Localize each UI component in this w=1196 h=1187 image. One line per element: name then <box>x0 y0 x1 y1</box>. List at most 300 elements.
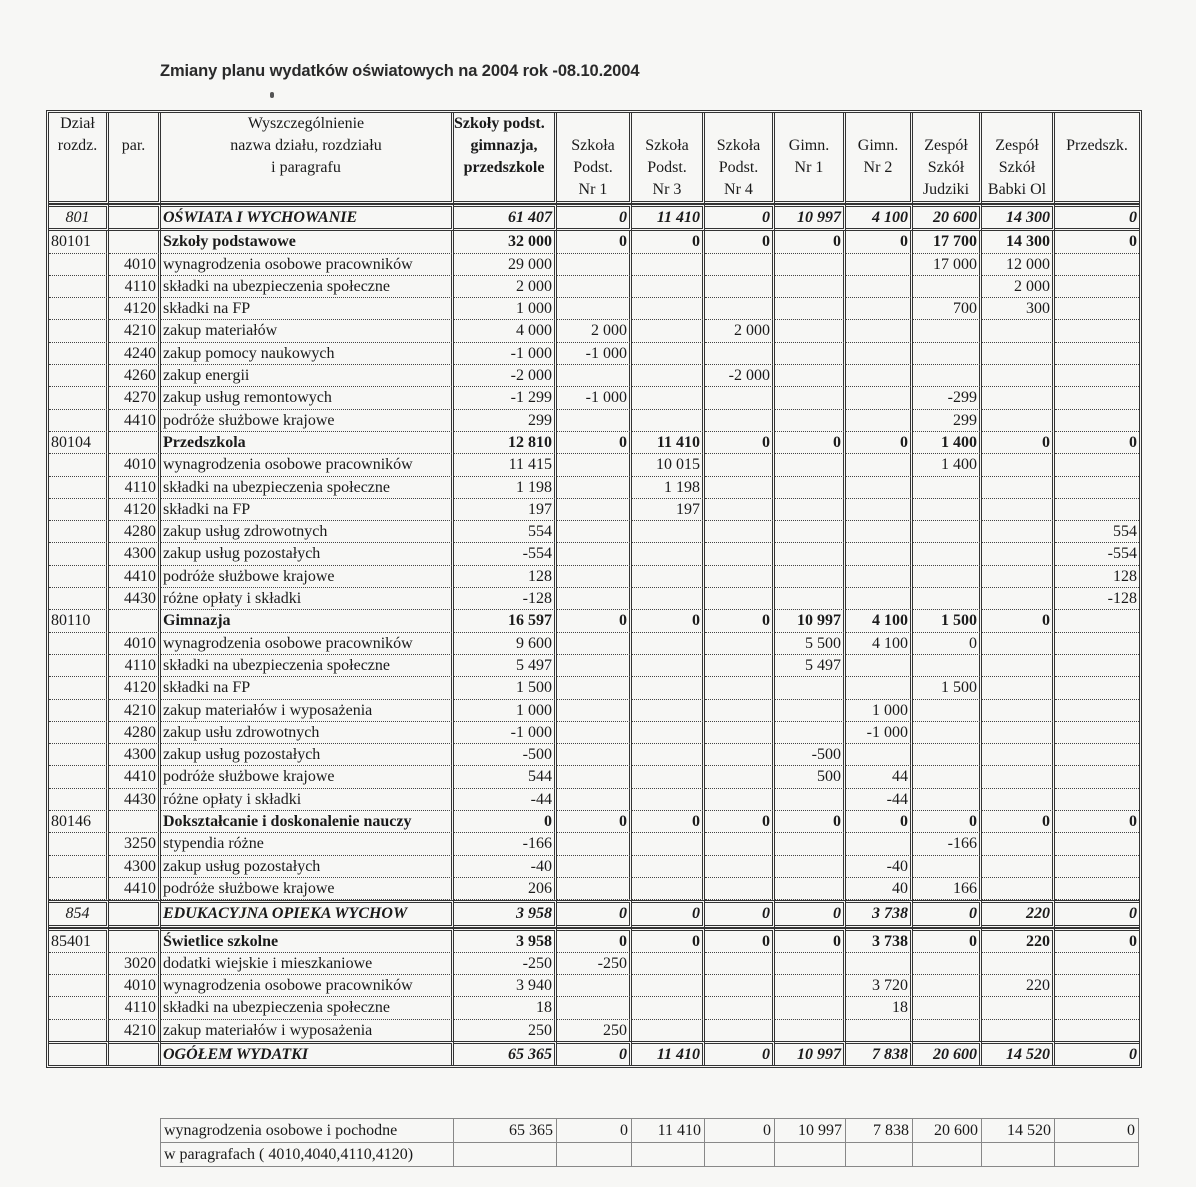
cell-value: -554 <box>1055 543 1139 565</box>
cell-name: zakup usług pozostałych <box>161 856 454 878</box>
cell-value <box>1055 387 1139 409</box>
cell-value <box>775 789 846 811</box>
cell-par: 3020 <box>109 953 161 975</box>
cell-value <box>846 566 913 588</box>
cell-value <box>705 410 775 432</box>
cell-par: 4010 <box>109 975 161 997</box>
header-par: par. <box>109 113 161 204</box>
cell-value <box>705 566 775 588</box>
cell-value: 1 400 <box>913 454 982 476</box>
table-row <box>49 655 1139 677</box>
cell-name: zakup usłu zdrowotnych <box>161 722 454 744</box>
cell-value <box>982 997 1055 1019</box>
cell-value <box>1055 1020 1139 1041</box>
cell-value <box>1055 655 1139 677</box>
cell-value: 3 720 <box>846 975 913 997</box>
subsection-row <box>49 811 1139 833</box>
subsection-row <box>49 231 1139 253</box>
cell-value <box>913 953 982 975</box>
cell-value <box>982 410 1055 432</box>
header-col: Szkoła Podst. Nr 3 <box>632 113 705 204</box>
cell-value: 220 <box>982 928 1055 953</box>
table-row <box>49 856 1139 878</box>
cell-value <box>1055 856 1139 878</box>
cell-par: 4110 <box>109 655 161 677</box>
cell-total: 299 <box>454 410 557 432</box>
cell-value <box>846 454 913 476</box>
cell-name: różne opłaty i składki <box>161 789 454 811</box>
cell-code <box>49 298 109 320</box>
cell-value <box>1055 975 1139 997</box>
cell-value <box>705 454 775 476</box>
cell-code <box>49 254 109 276</box>
cell-value <box>846 588 913 610</box>
cell-par <box>109 1041 161 1065</box>
cell-code <box>49 997 109 1019</box>
cell-total: -40 <box>454 856 557 878</box>
table-row <box>49 454 1139 476</box>
header-dzial: Dział rozdz. <box>49 113 109 204</box>
table-row <box>49 320 1139 342</box>
cell-value <box>557 633 632 655</box>
cell-value: -500 <box>775 744 846 766</box>
header-col: Zespół Szkół Judziki <box>913 113 982 204</box>
table-row <box>49 997 1139 1019</box>
cell-value: 0 <box>705 1041 775 1065</box>
cell-value: 0 <box>846 231 913 253</box>
cell-value <box>913 975 982 997</box>
subsection-row <box>49 432 1139 454</box>
cell-value <box>775 700 846 722</box>
cell-value <box>775 298 846 320</box>
cell-value <box>1055 833 1139 855</box>
cell-value: 17 000 <box>913 254 982 276</box>
cell-value: 5 500 <box>775 633 846 655</box>
cell-value <box>775 566 846 588</box>
cell-total: 3 940 <box>454 975 557 997</box>
cell-value: 7 838 <box>846 1041 913 1065</box>
cell-value <box>982 833 1055 855</box>
cell-total: 4 000 <box>454 320 557 342</box>
cell-value: 0 <box>632 811 705 833</box>
cell-value <box>632 856 705 878</box>
table-row <box>49 766 1139 788</box>
cell-value <box>632 655 705 677</box>
table-row <box>49 387 1139 409</box>
table-row <box>49 298 1139 320</box>
cell-value: 0 <box>1055 231 1139 253</box>
cell-value <box>1055 365 1139 387</box>
summary-value <box>1055 1143 1139 1167</box>
cell-value <box>557 543 632 565</box>
cell-code <box>49 744 109 766</box>
cell-total: 9 600 <box>454 633 557 655</box>
cell-value: 10 997 <box>775 610 846 632</box>
cell-value <box>557 588 632 610</box>
cell-value <box>913 566 982 588</box>
cell-name: dodatki wiejskie i mieszkaniowe <box>161 953 454 975</box>
cell-value <box>1055 610 1139 632</box>
cell-code <box>49 521 109 543</box>
cell-value <box>632 588 705 610</box>
cell-value <box>632 1020 705 1041</box>
cell-code <box>49 878 109 900</box>
cell-value <box>846 320 913 342</box>
cell-value: -250 <box>557 953 632 975</box>
summary-row <box>161 1143 1139 1167</box>
cell-value <box>557 997 632 1019</box>
summary-value <box>705 1143 775 1167</box>
cell-value <box>632 254 705 276</box>
cell-name: składki na FP <box>161 499 454 521</box>
cell-name: składki na ubezpieczenia społeczne <box>161 655 454 677</box>
table-row <box>49 975 1139 997</box>
cell-value <box>913 700 982 722</box>
cell-value: 0 <box>846 432 913 454</box>
cell-name: wynagrodzenia osobowe pracowników <box>161 975 454 997</box>
cell-code <box>49 454 109 476</box>
cell-total: -166 <box>454 833 557 855</box>
cell-code <box>49 953 109 975</box>
cell-value <box>1055 744 1139 766</box>
cell-value <box>557 521 632 543</box>
cell-par: 4280 <box>109 722 161 744</box>
cell-name: Świetlice szkolne <box>161 928 454 953</box>
cell-value <box>705 298 775 320</box>
cell-total: 5 497 <box>454 655 557 677</box>
cell-value: 4 100 <box>846 610 913 632</box>
cell-total: 250 <box>454 1020 557 1041</box>
cell-value: 0 <box>557 231 632 253</box>
cell-total: -128 <box>454 588 557 610</box>
cell-value <box>775 833 846 855</box>
cell-value <box>705 387 775 409</box>
cell-value <box>775 953 846 975</box>
cell-name: zakup energii <box>161 365 454 387</box>
table-row <box>49 343 1139 365</box>
header-total: Szkoły podst. gimnazja, przedszkole <box>454 113 557 204</box>
summary-row <box>161 1119 1139 1143</box>
cell-value <box>982 856 1055 878</box>
cell-total: -1 000 <box>454 343 557 365</box>
cell-value <box>913 588 982 610</box>
cell-value: 220 <box>982 900 1055 927</box>
cell-name: podróże służbowe krajowe <box>161 566 454 588</box>
cell-value: 0 <box>705 432 775 454</box>
summary-value: 0 <box>1055 1119 1139 1143</box>
cell-value: 1 500 <box>913 677 982 699</box>
cell-value <box>846 276 913 298</box>
cell-value <box>557 276 632 298</box>
cell-name: podróże służbowe krajowe <box>161 766 454 788</box>
cell-par: 4240 <box>109 343 161 365</box>
cell-total: -44 <box>454 789 557 811</box>
cell-name: Szkoły podstawowe <box>161 231 454 253</box>
cell-value <box>557 365 632 387</box>
cell-value <box>557 655 632 677</box>
cell-name: Gimnazja <box>161 610 454 632</box>
cell-total: 554 <box>454 521 557 543</box>
cell-par: 4120 <box>109 499 161 521</box>
cell-total: 32 000 <box>454 231 557 253</box>
cell-value: 0 <box>913 811 982 833</box>
cell-value <box>982 655 1055 677</box>
cell-value: 299 <box>913 410 982 432</box>
table-row <box>49 365 1139 387</box>
cell-value: 0 <box>705 928 775 953</box>
cell-code <box>49 975 109 997</box>
cell-value <box>632 744 705 766</box>
cell-value <box>632 343 705 365</box>
cell-value <box>775 521 846 543</box>
cell-value <box>557 677 632 699</box>
cell-value: -128 <box>1055 588 1139 610</box>
cell-name: zakup materiałów <box>161 320 454 342</box>
cell-par <box>109 928 161 953</box>
cell-name: składki na ubezpieczenia społeczne <box>161 477 454 499</box>
cell-value <box>913 343 982 365</box>
cell-code: 85401 <box>49 928 109 953</box>
cell-value <box>1055 454 1139 476</box>
cell-name: wynagrodzenia osobowe pracowników <box>161 254 454 276</box>
cell-name: podróże służbowe krajowe <box>161 410 454 432</box>
cell-value <box>846 477 913 499</box>
cell-value <box>846 298 913 320</box>
cell-code: 801 <box>49 204 109 231</box>
cell-name: różne opłaty i składki <box>161 588 454 610</box>
cell-value <box>982 454 1055 476</box>
cell-par <box>109 900 161 927</box>
cell-value <box>775 454 846 476</box>
cell-total: 206 <box>454 878 557 900</box>
cell-total: 3 958 <box>454 928 557 953</box>
cell-code <box>49 766 109 788</box>
cell-code <box>49 387 109 409</box>
cell-total: 3 958 <box>454 900 557 927</box>
summary-value: 7 838 <box>846 1119 913 1143</box>
table-row <box>49 677 1139 699</box>
cell-value <box>557 298 632 320</box>
cell-code <box>49 566 109 588</box>
cell-value: 0 <box>775 231 846 253</box>
cell-value: 0 <box>557 811 632 833</box>
cell-value: -2 000 <box>705 365 775 387</box>
cell-code <box>49 588 109 610</box>
header-wyszczegolnienie: Wyszczególnienie nazwa działu, rozdziału i paragrafu <box>161 113 454 204</box>
cell-value <box>913 722 982 744</box>
cell-value: 1 400 <box>913 432 982 454</box>
cell-value: 0 <box>982 811 1055 833</box>
cell-value <box>705 833 775 855</box>
cell-value <box>775 588 846 610</box>
cell-value <box>913 766 982 788</box>
cell-name: zakup materiałów i wyposażenia <box>161 700 454 722</box>
cell-value: 1 500 <box>913 610 982 632</box>
cell-value <box>982 722 1055 744</box>
cell-value <box>1055 410 1139 432</box>
cell-code: 80110 <box>49 610 109 632</box>
cell-value: 0 <box>1055 1041 1139 1065</box>
cell-total: 1 500 <box>454 677 557 699</box>
cell-par: 4410 <box>109 566 161 588</box>
cell-value: 0 <box>913 900 982 927</box>
cell-value: -1 000 <box>557 387 632 409</box>
summary-table <box>160 1118 1139 1167</box>
cell-total: 11 415 <box>454 454 557 476</box>
cell-value <box>705 997 775 1019</box>
cell-code <box>49 1020 109 1041</box>
cell-value <box>557 975 632 997</box>
cell-par: 4010 <box>109 454 161 476</box>
cell-par: 4110 <box>109 477 161 499</box>
summary-total <box>454 1143 557 1167</box>
cell-par: 4120 <box>109 677 161 699</box>
cell-name: składki na FP <box>161 298 454 320</box>
cell-value: 0 <box>775 432 846 454</box>
cell-value <box>846 655 913 677</box>
cell-value <box>557 766 632 788</box>
cell-value <box>557 477 632 499</box>
summary-total: 65 365 <box>454 1119 557 1143</box>
summary-value <box>632 1143 705 1167</box>
summary-value: 11 410 <box>632 1119 705 1143</box>
cell-par: 4280 <box>109 521 161 543</box>
cell-total: -250 <box>454 953 557 975</box>
cell-value <box>846 1020 913 1041</box>
cell-total: -2 000 <box>454 365 557 387</box>
cell-value <box>775 410 846 432</box>
cell-value: 1 000 <box>846 700 913 722</box>
cell-value <box>557 833 632 855</box>
cell-value <box>982 700 1055 722</box>
cell-value: 0 <box>557 1041 632 1065</box>
cell-par: 4300 <box>109 856 161 878</box>
cell-value: -44 <box>846 789 913 811</box>
cell-value <box>775 856 846 878</box>
cell-value: 0 <box>557 928 632 953</box>
cell-total: 0 <box>454 811 557 833</box>
cell-value <box>982 1020 1055 1041</box>
cell-value <box>982 387 1055 409</box>
cell-value <box>982 343 1055 365</box>
cell-name: podróże służbowe krajowe <box>161 878 454 900</box>
cell-value <box>775 254 846 276</box>
cell-value <box>705 521 775 543</box>
cell-value <box>775 320 846 342</box>
cell-par: 4410 <box>109 410 161 432</box>
cell-code <box>49 276 109 298</box>
cell-value <box>982 766 1055 788</box>
expenditure-table <box>46 110 1142 1068</box>
cell-total: 12 810 <box>454 432 557 454</box>
summary-label: wynagrodzenia osobowe i pochodne <box>161 1119 454 1143</box>
cell-value <box>775 878 846 900</box>
cell-value <box>557 254 632 276</box>
cell-value <box>632 543 705 565</box>
cell-total: 544 <box>454 766 557 788</box>
table-row <box>49 789 1139 811</box>
cell-value <box>632 878 705 900</box>
cell-value <box>1055 343 1139 365</box>
cell-value <box>632 387 705 409</box>
table-row <box>49 833 1139 855</box>
cell-par: 4010 <box>109 633 161 655</box>
cell-code <box>49 722 109 744</box>
cell-value <box>705 975 775 997</box>
cell-code <box>49 677 109 699</box>
cell-value: 0 <box>705 204 775 231</box>
cell-value: 14 300 <box>982 231 1055 253</box>
cell-value: 20 600 <box>913 1041 982 1065</box>
cell-value: -1 000 <box>846 722 913 744</box>
cell-name: OŚWIATA I WYCHOWANIE <box>161 204 454 231</box>
cell-value: 10 997 <box>775 204 846 231</box>
cell-name: zakup pomocy naukowych <box>161 343 454 365</box>
cell-par <box>109 610 161 632</box>
cell-value <box>913 789 982 811</box>
cell-value <box>557 410 632 432</box>
cell-code <box>49 320 109 342</box>
cell-name: zakup materiałów i wyposażenia <box>161 1020 454 1041</box>
cell-total: 16 597 <box>454 610 557 632</box>
cell-value <box>982 477 1055 499</box>
cell-value: 14 520 <box>982 1041 1055 1065</box>
cell-value <box>982 677 1055 699</box>
cell-value <box>557 499 632 521</box>
cell-value: 0 <box>1055 432 1139 454</box>
cell-value <box>913 543 982 565</box>
table-row <box>49 566 1139 588</box>
cell-code: 80146 <box>49 811 109 833</box>
cell-total: 29 000 <box>454 254 557 276</box>
cell-value <box>632 298 705 320</box>
cell-value <box>632 566 705 588</box>
header-col: Przedszk. <box>1055 113 1139 204</box>
cell-par: 4010 <box>109 254 161 276</box>
cell-value: 0 <box>775 811 846 833</box>
cell-code <box>49 410 109 432</box>
cell-value <box>632 410 705 432</box>
cell-par: 4430 <box>109 588 161 610</box>
cell-value: 0 <box>557 204 632 231</box>
header-col: Gimn. Nr 1 <box>775 113 846 204</box>
cell-value <box>705 588 775 610</box>
cell-value <box>982 588 1055 610</box>
table-row <box>49 410 1139 432</box>
cell-value <box>1055 700 1139 722</box>
cell-value <box>1055 677 1139 699</box>
cell-value: 14 300 <box>982 204 1055 231</box>
cell-code <box>49 789 109 811</box>
cell-value <box>557 744 632 766</box>
cell-code <box>49 700 109 722</box>
cell-value <box>705 633 775 655</box>
cell-value <box>632 320 705 342</box>
cell-value <box>705 1020 775 1041</box>
cell-total: -554 <box>454 543 557 565</box>
summary-label: w paragrafach ( 4010,4040,4110,4120) <box>161 1143 454 1167</box>
cell-value <box>982 521 1055 543</box>
cell-value: 5 497 <box>775 655 846 677</box>
cell-value <box>982 789 1055 811</box>
cell-par: 4260 <box>109 365 161 387</box>
cell-value: 300 <box>982 298 1055 320</box>
cell-value <box>557 722 632 744</box>
cell-total: 197 <box>454 499 557 521</box>
cell-value <box>913 997 982 1019</box>
cell-value <box>1055 298 1139 320</box>
cell-value <box>913 499 982 521</box>
